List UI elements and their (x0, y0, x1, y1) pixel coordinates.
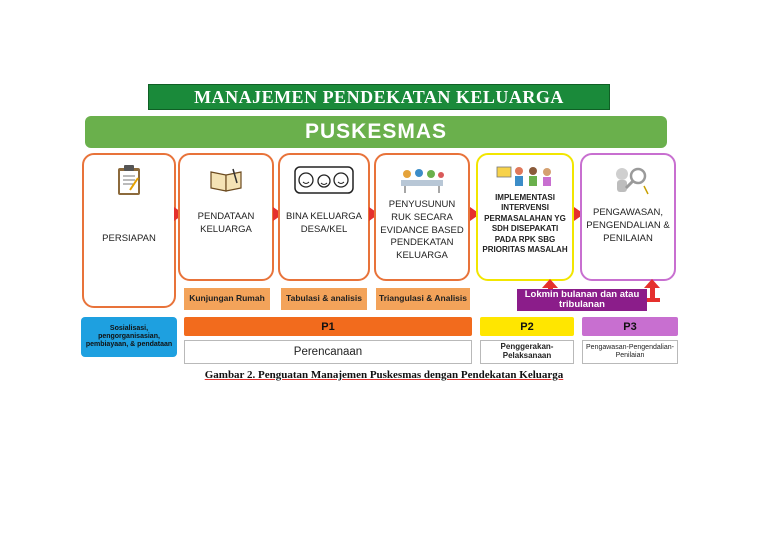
caption-text: Gambar 2. Penguatan Manajemen Puskesmas dengan Pendekatan Keluarga (204, 369, 564, 381)
meeting-table-icon (397, 163, 447, 197)
stage-bina-keluarga (278, 153, 370, 281)
lokmin-box: Lokmin bulanan dan atau tribulanan (517, 289, 647, 311)
phase-p3-bar: P3 (582, 317, 678, 336)
open-book-icon (209, 163, 243, 197)
stage-label: PENYUSUNUN RUK SECARA EVIDANCE BASED PENDEKATAN KELUARGA (380, 199, 464, 262)
stage-pendataan-keluarga (178, 153, 274, 281)
stage-label: IMPLEMENTASI INTERVENSI PERMASALAHAN YG SDH DISEPAKATI PADA RPK SBG PRIORITAS MASALAH (482, 193, 568, 254)
phase-p2-description: Penggerakan-Pelaksanaan (480, 340, 574, 364)
phase-p2-bar: P2 (480, 317, 574, 336)
group-discussion-icon (495, 159, 555, 193)
stage-label: PENDATAAN KELUARGA (197, 211, 255, 235)
phase-p3-description: Pengawasan-Pengendalian-Penilaian (582, 340, 678, 364)
stage-persiapan (82, 153, 176, 308)
stage-label: PERSIAPAN (102, 233, 156, 244)
stage-label: PENGAWASAN, PENGENDALIAN & PENILAIAN (586, 207, 670, 244)
stage-pengawasan (580, 153, 676, 281)
puskesmas-header-bar: PUSKESMAS (85, 116, 667, 148)
stage-implementasi (476, 153, 574, 281)
tag-kunjungan-rumah: Kunjungan Rumah (184, 288, 270, 310)
tag-triangulasi-analisis: Triangulasi & Analisis (376, 288, 470, 310)
clipboard-icon (116, 163, 142, 197)
phase-p1-bar: P1 (184, 317, 472, 336)
stage-penyusunan-ruk (374, 153, 470, 281)
stage-label: BINA KELUARGA DESA/KEL (285, 211, 363, 235)
phase-p1-description: Perencanaan (184, 340, 472, 364)
tag-tabulasi-analisis: Tabulasi & analisis (281, 288, 367, 310)
sosialisasi-box: Sosialisasi, pengorganisasian, pembiayaan, & pendataan (81, 317, 177, 357)
magnifier-figure-icon (606, 163, 650, 197)
family-faces-icon (294, 163, 354, 197)
figure-caption (0, 369, 768, 381)
diagram-title: MANAJEMEN PENDEKATAN KELUARGA (148, 84, 610, 110)
